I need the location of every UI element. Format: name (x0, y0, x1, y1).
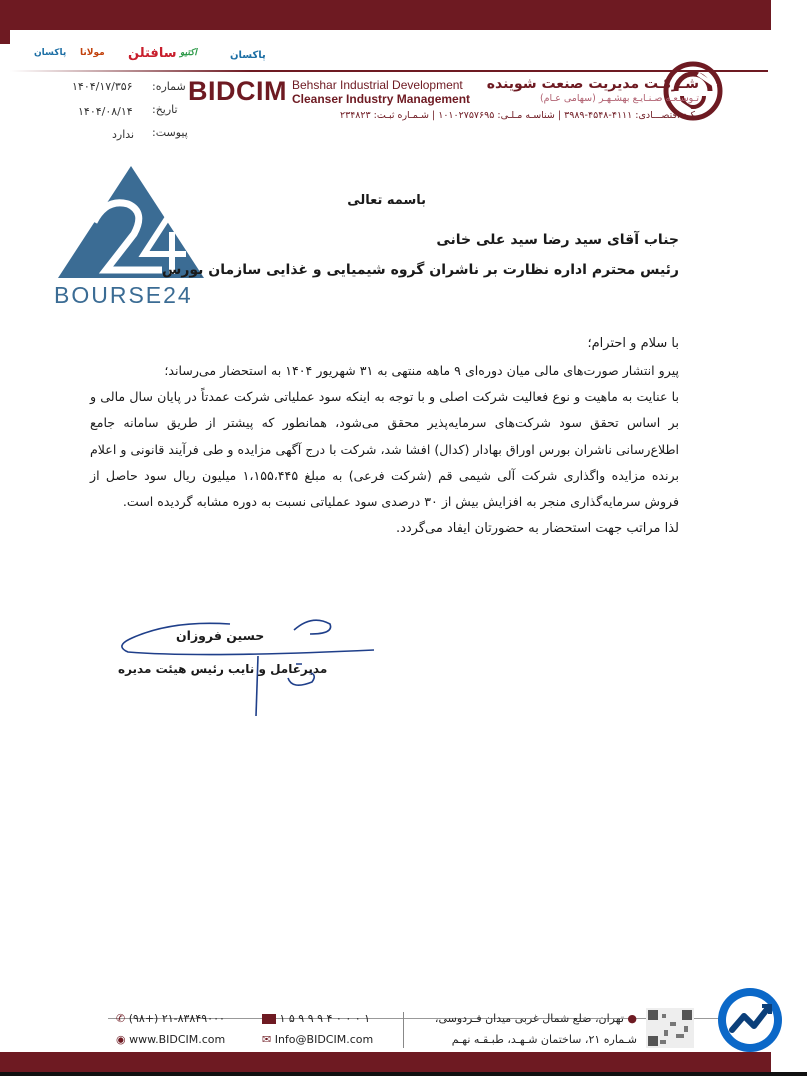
phone-icon: ✆ (116, 1012, 126, 1025)
greeting: با سلام و احترام؛ (587, 336, 679, 351)
company-name-en-line2: Cleanser Industry Management (292, 92, 471, 106)
footer-email[interactable]: ✉ Info@BIDCIM.com (262, 1033, 374, 1046)
header-rule (10, 70, 250, 72)
footer-address-line1: ● تهران، ضلع شمال غربی میدان فـردوسی، (434, 1012, 637, 1025)
letter-opening: باسمه تعالی (347, 193, 426, 208)
attachment-value: ندارد (112, 128, 135, 141)
brand-paksan: پاکسان (230, 50, 266, 61)
fax-icon (262, 1014, 276, 1024)
body-paragraph: با عنایت به ماهیت و نوع فعالیت شرکت اصلی و با توجه به اینکه سود عملیاتی شرکت عمدتاً در پایان سال مالی و بر اساس تحقق سود شرکت‌های سرمایه‌پذیر محقق می‌شود، همانطور که پیشتر از طریق سامانه جامع اطلاع‌رسانی ناشران بورس اوراق بهادار (کدال) افشا شد، شرکت با درج آگهی مزایده و طی فرآیند قانونی و اعلام برنده مزایده واگذاری شرکت آلی شیمی قم (شرکت فرعی) به مبلغ ۱،۱۵۵،۴۴۵ میلیون ریال سود حاصل از فروش سرمایه‌گذاری منجر به افزایش بیش از ۳۰ درصدی سود عملیاتی نسبت به دوره مشابه گردیده است. (90, 389, 679, 510)
brand-paksan-small: پاکسان (34, 48, 67, 58)
signer-title: مدیرعامل و نایب رئیس هیئت مدیره (118, 662, 328, 676)
bourse24-logo-text: BOURSE24 (54, 282, 193, 308)
trend-badge-icon (716, 986, 784, 1054)
company-subtitle-fa: تـوسـعـه صـنـایـع بهشـهـر (سهامی عـام) (539, 93, 699, 104)
header-panel (10, 30, 771, 70)
recipient-title: رئیس محترم اداره نظارت بر ناشران گروه شیمیایی و غذایی سازمان بورس (162, 262, 679, 278)
footer-edge (0, 1072, 807, 1076)
date-value: ۱۴۰۴/۰۸/۱۴ (78, 105, 133, 118)
footer-website[interactable]: ◉ www.BIDCIM.com (116, 1033, 226, 1046)
location-pin-icon: ● (627, 1012, 637, 1025)
letter-closing: لذا مراتب جهت استحضار به حضورتان ایفاد می‌گردد. (395, 521, 679, 536)
signer-name: حسین فروزان (176, 628, 265, 643)
qr-code-icon (646, 1008, 694, 1048)
brand-mowlana: مولانا (80, 48, 105, 58)
brand-active: اکتیو (180, 48, 197, 58)
bidcim-logo: BIDCIM (188, 76, 287, 106)
globe-icon: ◉ (116, 1033, 126, 1046)
body-paragraph: پیرو انتشار صورت‌های مالی میان دوره‌ای ۹ ماهه منتهی به ۳۱ شهریور ۱۴۰۴ به استحضار می‌رساند؛ (164, 363, 679, 378)
mail-icon: ✉ (262, 1033, 272, 1046)
recipient-name: جناب آقای سید رضا سید علی خانی (436, 232, 679, 248)
footer-phone: ✆ (۹۸+) ۲۱-۸۳۸۴۹۰۰۰ (116, 1012, 225, 1025)
number-value: ۱۴۰۴/۱۷/۳۵۶ (72, 80, 133, 93)
letter-body (90, 358, 679, 515)
footer-divider (403, 1012, 404, 1048)
footer-fax: ۱ ۵ ۹ ۹ ۹ ۴ ۰ ۰ ۰ ۱ (262, 1012, 370, 1025)
footer-address-line2: شـماره ۲۱، ساختمان شـهـد، طبـقـه نهـم (451, 1033, 637, 1046)
company-registration-ids: کـد اقتصـــادی: ۴۱۱۱-۴۵۴۸-۳۹۸۹ | شناسـه مـلـی: ۱۰۱۰۲۷۵۷۶۹۵ | شـمـاره ثبـت: ۲۳۴۸۲۳ (340, 110, 695, 121)
company-name-fa: شـرکـت مدیریت صنعت شوینده (486, 76, 699, 92)
number-label: شماره: (152, 80, 186, 93)
attachment-label: پیوست: (152, 126, 188, 139)
brand-softlan: سافتلن (128, 46, 177, 61)
date-label: تاریخ: (152, 103, 178, 116)
company-name-en-line1: Behshar Industrial Development (292, 78, 463, 92)
